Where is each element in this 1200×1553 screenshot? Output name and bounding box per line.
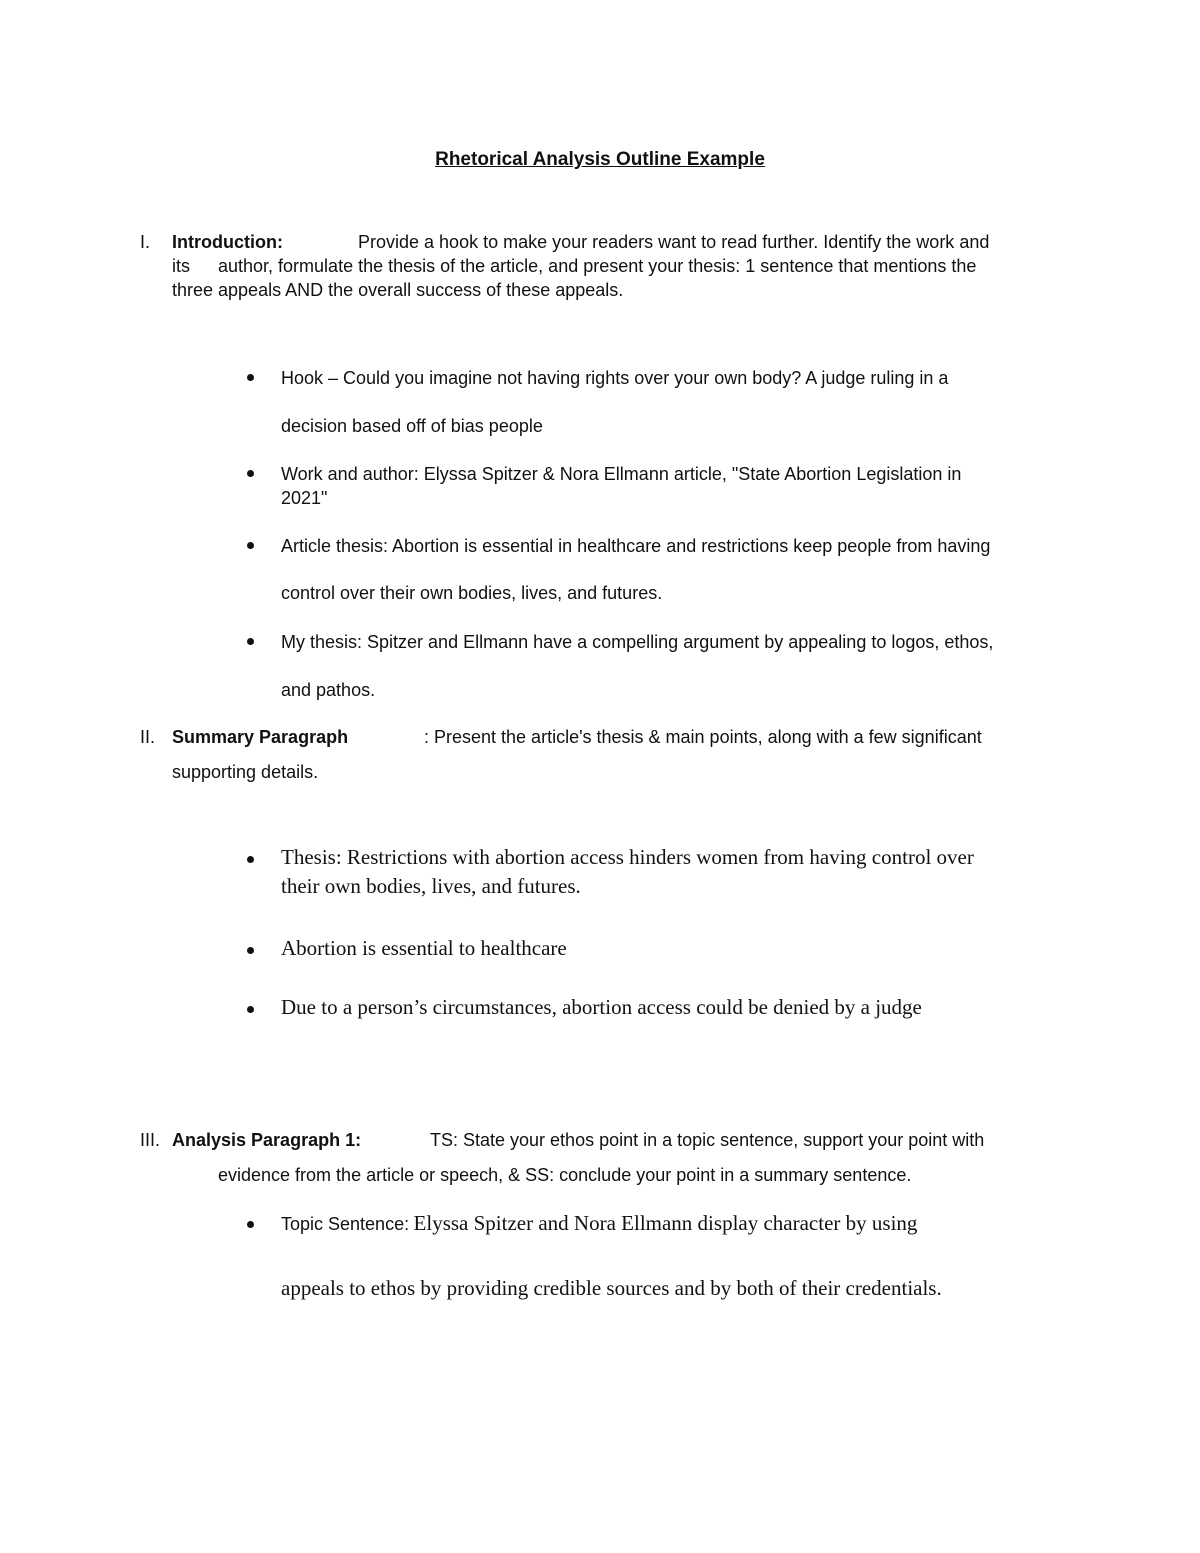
section-numeral: II. — [140, 727, 156, 747]
section-heading: Introduction: — [172, 232, 283, 252]
bullet-dot — [247, 638, 254, 645]
section-heading: Analysis Paragraph 1: — [172, 1130, 362, 1150]
section-description-line: three appeals AND the overall success of these appeals. — [172, 280, 624, 300]
bullet-text-line: Hook – Could you imagine not having rights over your own body? A judge ruling in a — [281, 368, 949, 388]
section-description-line: Provide a hook to make your readers want to read further. Identify the work and — [358, 232, 990, 252]
bullet-text-line: control over their own bodies, lives, and futures. — [281, 583, 663, 603]
section-description-line: : Present the article's thesis & main points, along with a few significant — [424, 727, 982, 747]
bullet-dot — [247, 542, 254, 549]
bullet-text-line: their own bodies, lives, and futures. — [281, 874, 581, 898]
bullet-text-line — [281, 1209, 917, 1238]
bullet-text-line: 2021" — [281, 488, 328, 508]
section-description-line: supporting details. — [172, 762, 319, 782]
bullet-text-line: and pathos. — [281, 680, 376, 700]
bullet-text-line: decision based off of bias people — [281, 416, 543, 436]
bullet-text-line: appeals to ethos by providing credible sources and by both of their credentials. — [281, 1276, 942, 1300]
bullet-text-line: Thesis: Restrictions with abortion access hinders women from having control over — [281, 845, 974, 869]
bullet-dot — [247, 856, 254, 863]
page-title: Rhetorical Analysis Outline Example — [435, 149, 765, 170]
bullet-prefix: Topic Sentence: — [281, 1214, 410, 1234]
bullet-dot — [247, 470, 254, 477]
bullet-text-line: Due to a person’s circumstances, abortion access could be denied by a judge — [281, 995, 922, 1019]
section-heading: Summary Paragraph — [172, 727, 349, 747]
bullet-dot — [247, 1006, 254, 1013]
bullet-text-line: Article thesis: Abortion is essential in healthcare and restrictions keep people from having — [281, 536, 991, 556]
bullet-text-line: Abortion is essential to healthcare — [281, 936, 567, 960]
section-description-line: author, formulate the thesis of the article, and present your thesis: 1 sentence that mentions the — [218, 256, 977, 276]
bullet-dot — [247, 947, 254, 954]
section-description-line: evidence from the article or speech, & SS: conclude your point in a summary sentence. — [218, 1165, 912, 1185]
bullet-dot — [247, 374, 254, 381]
bullet-text-line: My thesis: Spitzer and Ellmann have a compelling argument by appealing to logos, ethos, — [281, 632, 994, 652]
section-numeral: I. — [140, 232, 151, 252]
section-numeral: III. — [140, 1130, 161, 1150]
section-description-line: its — [172, 256, 190, 276]
bullet-text-line: Work and author: Elyssa Spitzer & Nora Ellmann article, "State Abortion Legislation in — [281, 464, 962, 484]
bullet-text: Elyssa Spitzer and Nora Ellmann display character by using — [413, 1211, 918, 1235]
bullet-dot — [247, 1221, 254, 1228]
section-description-line: TS: State your ethos point in a topic sentence, support your point with — [430, 1130, 985, 1150]
